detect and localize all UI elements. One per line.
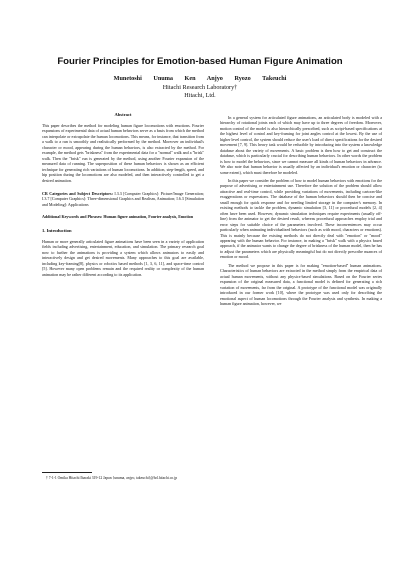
paper-title: Fourier Principles for Emotion-based Human Figure Animation — [57, 56, 343, 67]
intro-heading: 1. Introduction — [42, 227, 72, 233]
cr-categories — [42, 191, 204, 207]
abstract-text: This paper describes the method for modeling human figure locomotions with emotions. Fourier expansions of experimental data of actual human behaviors serve as a basis from which the method can interpolate or extrapolate the human locomotions. This means, for instance, that transition from a walk to a run is smoothly and realistically performed by the method. Moreover an individual's character or mood, appearing during the human behaviors, is also extracted by the method. For example, the method gets "briskness" from the experimental data for a "normal" walk and a "brisk" walk. Then the "brisk" run is generated by the method, using another Fourier expansion of the measured data of running. The superposition of these human behaviors is shown as an efficient technique for generating rich variations of human locomotions. In addition, step-length, speed, and hip position during the locomotions are also modeled, and then interactively controlled to get a desired animation. — [42, 123, 204, 183]
footnote-text: † 7-1-1 Omika Hitachi Ibaraki 319-12 Japan {unuma, anjyo, takeuchi}@hrl.hitachi.co.jp — [46, 476, 178, 480]
author-name: Ken Anjyo — [184, 75, 223, 82]
author-name: Ryozo Takeuchi — [234, 75, 287, 82]
body-paragraph: In a general system for articulated figure animations, an articulated body is modeled with a hierarchy of rotational joints each of which may have up to three degrees of freedom. Moreover, motion control of the model is also hierarchically prescribed, such as script-based specifications at the highest level of control and key-framing for joint angles control at the lowest. By the use of higher level control, the system should reduce the user's load of direct specifications for the desired movement [7, 9]. This heavy task would be reducible by introducing into the system a knowledge database about the variety of movements. A basic problem is then how to get and construct the database, which is particularly crucial for describing human behaviors. In other words the problem is how to model the behaviors, since we cannot measure all kinds of human behaviors in advance. We also note that human behavior is usually affected by an individual's emotion or character (to some extent), which must therefore be modeled. — [220, 115, 382, 175]
affiliation-lab: Hitachi Research Laboratory† — [162, 84, 238, 91]
keywords-text: Human figure animation, Fourier analysis, Emotion — [103, 214, 194, 220]
left-column — [42, 112, 204, 280]
footnote-rule — [42, 472, 92, 473]
body-paragraph: In this paper we consider the problem of how to model human behaviors with emotions for the purpose of advertising or entertainment use. Therefore the solution of the problem should allow attractive and real-time control, while providing variations of movements, including cartoon-like exaggerations or expressions. The database of the human behaviors should then be concise and small enough for quick response and for needing limited storage in the computer's memory. In existing methods to tackle the problem, dynamic simulation [3, 11] or procedural models [2, 4] often have been used. However, dynamic simulation techniques require experiments (usually off-line) from the animator to get the desired result, whereas procedural approaches employ trial and error steps for suitable choice of the parameters involved. These inconveniences may occur particularly when animating individualized behaviors (such as with mood, characters or emotions). This is mainly because the existing methods do not directly deal with "emotion" or "mood" appearing with the human behavior. For instance, in making a "brisk" walk with a physics based approach, if the animator wants to change the degree of briskness of the human model, then he has to adjust the parameters which are physically meaningful but do not directly prescribe nuances of emotion or mood. — [220, 177, 382, 260]
abstract-heading: Abstract — [114, 112, 132, 117]
keywords-label: Additional Keywords and Phrases: — [42, 214, 103, 220]
author-list — [0, 75, 400, 82]
affiliation-company: Hitachi, Ltd. — [184, 92, 216, 99]
footnote — [42, 472, 204, 484]
cr-categories-text: I.3.3 [Computer Graphics]: Picture/Image Generation; I.3.7 [Computer Graphics]: Three-dimensional Graphics and Realism, Animation; I.6.3 [Simulation and Modeling]: Applications — [42, 190, 204, 207]
keywords — [42, 214, 204, 219]
body-paragraph: The method we propose in this paper is for making "emotion-based" human animations. Characteristics of human behaviors are extracted in the method simply from the empirical data of actual human movements, without any physics-based simulations. Based on the Fourier series expansion of the original measured data, a functional model is defined for generating a rich variation of movements, far from the original. A prototype of the functional model was originally introduced in our former work [10], where the prototype was used only for describing the emotional aspect of human locomotions through the Fourier analysis and synthesis. In making a human figure animation, however, we — [220, 262, 382, 306]
cr-categories-label: CR Categories and Subject Descriptors: — [42, 190, 113, 196]
author-name: Munetoshi Unuma — [113, 75, 173, 82]
right-column — [220, 115, 382, 309]
intro-text: Human or more generally articulated figure animations have been seen in a variety of application fields including advertising, entertainment, education, and simulation. The primary research goal now to further the animations is providing a system which allows animators to easily and interactively design and get desired movements. Many approaches to this goal are available, including key-framing[8], physics or robotics based methods [1, 3, 6, 11], and space-time control [5]. However many open problems remain and the required reality or complexity of the human animation may be rather different according to its application. — [42, 238, 204, 277]
